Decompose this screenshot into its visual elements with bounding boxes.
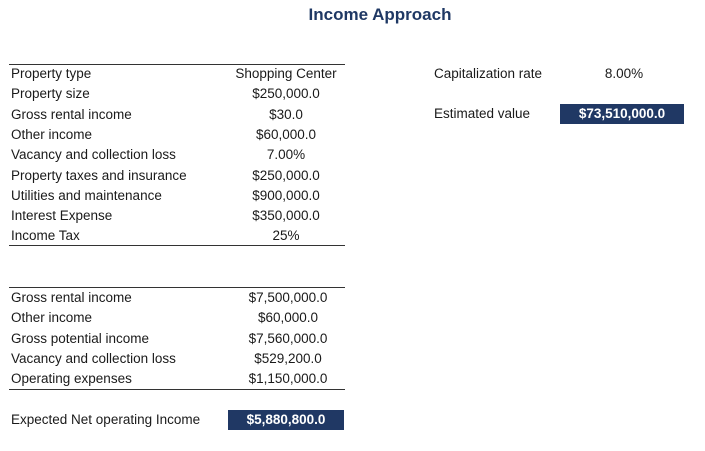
page-title: Income Approach: [308, 5, 452, 24]
calc-value[interactable]: $7,560,000.0: [248, 330, 328, 346]
calc-label: Operating expenses: [11, 371, 132, 387]
input-row: [11, 125, 346, 145]
input-value[interactable]: $30.0: [269, 106, 303, 122]
input-label: Utilities and maintenance: [11, 187, 162, 203]
calc-value[interactable]: $60,000.0: [257, 310, 319, 326]
input-label: Property taxes and insurance: [11, 167, 187, 183]
input-label: Gross rental income: [11, 106, 132, 122]
cap-rate-row: [434, 64, 664, 84]
input-value[interactable]: $350,000.0: [252, 208, 320, 224]
cap-rate-label: Capitalization rate: [434, 66, 543, 81]
noi-value[interactable]: $5,880,800.0: [228, 410, 344, 430]
input-label: Property size: [11, 86, 90, 102]
input-row: [11, 145, 346, 165]
calc-row: [11, 288, 346, 308]
input-value[interactable]: $900,000.0: [252, 187, 320, 203]
calc-label: Other income: [11, 310, 93, 326]
calc-row: [11, 308, 346, 328]
input-row: [11, 166, 346, 186]
estimated-value-label: Estimated value: [434, 106, 531, 121]
calc-label: Vacancy and collection loss: [11, 350, 176, 366]
calc-bottom-border: [9, 389, 345, 390]
input-label: Vacancy and collection loss: [11, 147, 176, 163]
input-value[interactable]: $250,000.0: [252, 167, 320, 183]
calc-row: [11, 349, 346, 369]
calc-row: [11, 329, 346, 349]
calc-value[interactable]: $529,200.0: [254, 350, 322, 366]
input-value[interactable]: $60,000.0: [255, 126, 317, 142]
calc-value[interactable]: $1,150,000.0: [248, 371, 328, 387]
calc-label: Gross rental income: [11, 290, 132, 305]
input-row: [11, 206, 346, 226]
input-value[interactable]: $250,000.0: [252, 86, 320, 102]
calc-row: [11, 369, 346, 389]
inputs-bottom-border: [9, 245, 345, 246]
input-row: [11, 105, 346, 125]
cap-rate-value[interactable]: 8.00%: [604, 66, 644, 81]
input-label: Other income: [11, 126, 93, 142]
input-label: Property type: [11, 66, 92, 81]
noi-label: Expected Net operating Income: [11, 412, 201, 427]
input-row: [11, 186, 346, 206]
input-row: [11, 226, 346, 246]
input-row: [11, 84, 346, 104]
input-value[interactable]: Shopping Center: [235, 66, 337, 81]
calc-value[interactable]: $7,500,000.0: [248, 290, 328, 305]
input-row: [11, 64, 346, 84]
calc-label: Gross potential income: [11, 330, 150, 346]
input-value[interactable]: 7.00%: [266, 147, 306, 163]
input-value[interactable]: 25%: [272, 228, 300, 244]
input-label: Income Tax: [11, 228, 80, 244]
input-label: Interest Expense: [11, 208, 113, 224]
estimated-value[interactable]: $73,510,000.0: [560, 104, 684, 124]
